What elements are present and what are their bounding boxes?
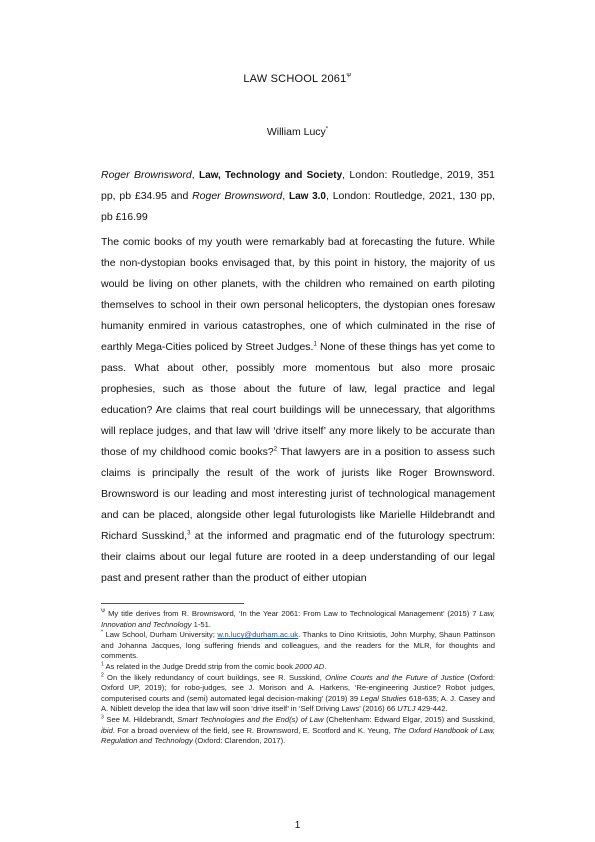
book-title: 2000 AD bbox=[295, 661, 325, 671]
book-a-publication: , London: Routledge, 2019, 351 pp, pb £34.95 and bbox=[101, 169, 495, 202]
footnote-text: (Oxford: Clarendon, 2017). bbox=[192, 736, 286, 746]
footnote-text: 618-635; A. J. Casey and A. Niblett develop the idea that law will soon ‘drive itself’ in ‘Self Driving Laws’ (2016) 66 bbox=[101, 693, 495, 714]
footnote-text: . Thanks to Dino Kritsiotis, John Murphy, Shaun Pattinson and Johanna Jacques, long suffering friends and colleagues, and the readers for the MLR, for thoughts and comments. bbox=[101, 630, 495, 661]
footnote-mark: Ψ bbox=[101, 608, 106, 615]
page-number: 1 bbox=[294, 820, 301, 831]
footnotes bbox=[101, 609, 495, 747]
footnote-ref-2[interactable]: 2 bbox=[273, 446, 278, 453]
footnote-2 bbox=[101, 673, 495, 715]
footnote-text: 1-51. bbox=[191, 619, 211, 629]
footnote-ref-1[interactable]: 1 bbox=[313, 341, 317, 348]
body-text-2: None of these things has yet come to pass. What about other, possibly more momentous but also more prosaic prophesies, such as those about the future of law, legal practice and legal education? Are claims that real court buildings will be unnecessary, that algorithms will replace judges, and that law will ‘drive itself’ any more likely to be accurate than those of my childhood comic books? bbox=[101, 341, 495, 458]
article-title bbox=[0, 73, 595, 85]
author-email-link[interactable]: w.n.lucy@durham.ac.uk bbox=[217, 630, 299, 640]
title-footnote-mark: Ψ bbox=[346, 73, 352, 80]
book-title: The Oxford Handbook of Law, Regulation and Technology bbox=[101, 725, 495, 746]
footnote-ref-3[interactable]: 3 bbox=[187, 530, 191, 537]
journal-title: Legal Studies bbox=[360, 693, 407, 703]
footnote-text: See M. Hildebrandt, bbox=[103, 714, 178, 724]
footnote-mark: 2 bbox=[101, 672, 104, 679]
footnote-text: On the likely redundancy of court buildings, see R. Susskind, bbox=[103, 672, 326, 682]
author-line bbox=[0, 126, 595, 138]
title-text: LAW SCHOOL 2061 bbox=[243, 73, 347, 85]
book-b-title: Law 3.0 bbox=[288, 191, 326, 202]
book-b-publication: , London: Routledge, 2021, 130 pp, pb £16.99 bbox=[101, 190, 495, 223]
footnote-text: (Oxford: Oxford UP, 2019); for robo-judges, see J. Morison and A. Harkens, ‘Re-engineering Justice? Robot judges, computerised courts and (semi) automated legal decision-making’ (2019) 39 bbox=[101, 672, 495, 703]
body-text-4: at the informed and pragmatic end of the futurology spectrum: their claims about our legal future are rooted in a deep understanding of our legal past and present rather than the product of either utopian bbox=[101, 530, 496, 584]
footnote-mark: 1 bbox=[101, 661, 104, 668]
book-a-title: Law, Technology and Society bbox=[198, 170, 343, 181]
footnote-text: As related in the Judge Dredd strip from the comic book bbox=[103, 661, 295, 671]
ibid: ibid bbox=[101, 725, 113, 735]
author-name: William Lucy bbox=[266, 126, 326, 138]
body-paragraph bbox=[101, 232, 495, 589]
footnote-text: 429-442. bbox=[415, 704, 448, 714]
footnote-text: Law School, Durham University; bbox=[102, 630, 218, 640]
footnote-text: (Cheltenham: Edward Elgar, 2015) and Susskind, bbox=[323, 714, 495, 724]
footnote-mark: * bbox=[101, 629, 103, 636]
book-b-author: Roger Brownsword bbox=[192, 190, 283, 202]
book-a-author: Roger Brownsword bbox=[101, 169, 192, 181]
body-text-3: That lawyers are in a position to assess such claims is principally the result of the work of jurists like Roger Brownsword. Brownsword is our leading and most interesting jurist of technological management and can be placed, alongside other legal futurologists like Marielle Hildebrandt and Richard Susskind, bbox=[101, 446, 495, 542]
footnote-star bbox=[101, 630, 495, 662]
book-title: Smart Technologies and the End(s) of Law bbox=[177, 714, 324, 724]
journal-title: UTLJ bbox=[397, 704, 416, 714]
footnote-text: . bbox=[324, 661, 327, 671]
footnote-text: My title derives from R. Brownsword, ‘In the Year 2061: From Law to Technological Management’ (2015) 7 bbox=[105, 609, 480, 618]
footnote-3 bbox=[101, 715, 495, 747]
footnote-mark: 3 bbox=[101, 714, 104, 721]
footnote-text: . For a broad overview of the field, see R. Brownsword, E. Scotford and K. Yeung, bbox=[112, 725, 394, 735]
book-title: Online Courts and the Future of Justice bbox=[325, 672, 465, 682]
author-footnote-mark: * bbox=[325, 126, 329, 133]
footnote-1 bbox=[101, 662, 495, 673]
body-text-1: The comic books of my youth were remarkably bad at forecasting the future. While the non-dystopian books envisaged that, by this point in history, the majority of us would be living on other planets, with the children who remained on earth piloting themselves to school in their own personal helicopters, the dystopian ones foresaw humanity enmired in various catastrophes, one of which culminated in the rise of earthly Mega-Cities policed by Street Judges. bbox=[101, 236, 495, 353]
footnote-separator bbox=[101, 603, 244, 604]
journal-title: Law, Innovation and Technology bbox=[101, 609, 495, 629]
footnote-psi bbox=[101, 609, 495, 630]
reviewed-books: Roger Brownsword, Law, Technology and Society, London: Routledge, 2019, 351 pp, pb £34.95 and Roger Brownsword, Law 3.0, London: Routledge, 2021, 130 pp, pb £16.99 bbox=[101, 169, 495, 223]
